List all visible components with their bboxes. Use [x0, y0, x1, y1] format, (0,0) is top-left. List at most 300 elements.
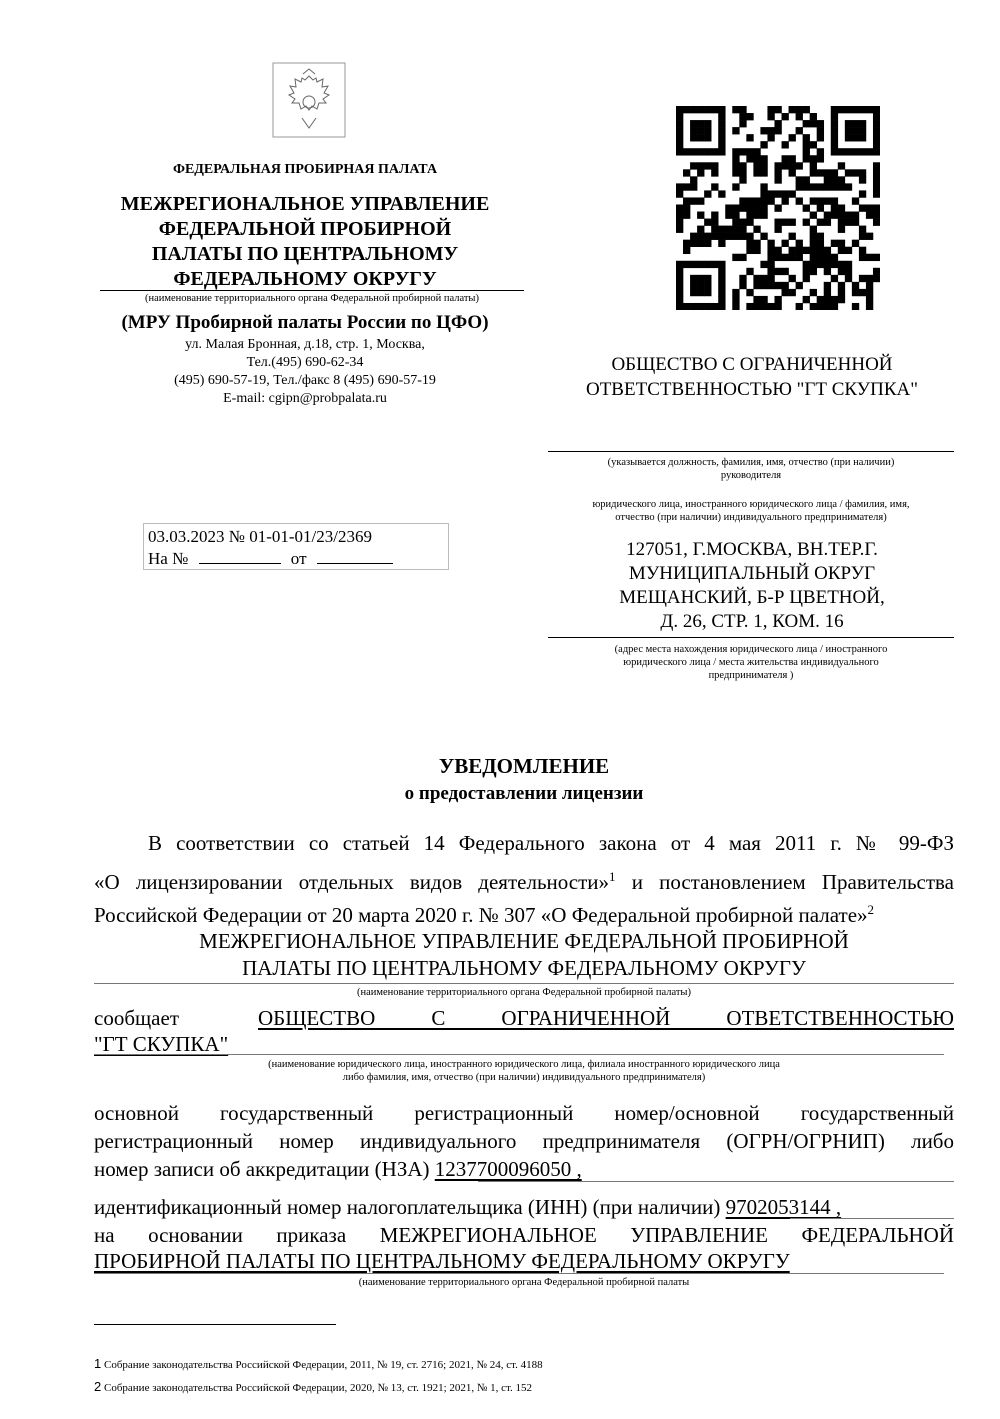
qr-module	[831, 148, 838, 155]
qr-module	[753, 204, 760, 211]
qr-module	[732, 254, 739, 261]
qr-module	[767, 197, 774, 204]
qr-module	[824, 303, 831, 310]
qr-module	[852, 148, 859, 155]
qr-module	[704, 233, 711, 240]
qr-module	[746, 212, 753, 219]
qr-module	[683, 212, 690, 219]
qr-module	[803, 204, 810, 211]
qr-module	[767, 190, 774, 197]
recipient-caption-head	[548, 456, 954, 482]
qr-module	[704, 127, 711, 134]
qr-module	[739, 176, 746, 183]
ogrn-label: номер записи об аккредитации (НЗА)	[94, 1157, 435, 1181]
qr-module	[704, 190, 711, 197]
paragraph-text: и постановлением Правительства	[615, 870, 954, 894]
qr-module	[810, 169, 817, 176]
qr-module	[697, 226, 704, 233]
sender-address	[100, 336, 510, 408]
qr-module	[873, 204, 880, 211]
qr-module	[676, 148, 683, 155]
qr-module	[774, 303, 781, 310]
qr-module	[774, 190, 781, 197]
qr-module	[676, 303, 683, 310]
qr-module	[718, 282, 725, 289]
qr-module	[760, 127, 767, 134]
qr-module	[725, 233, 732, 240]
qr-module	[711, 233, 718, 240]
footnote-number: 2	[94, 1379, 102, 1394]
qr-module	[789, 289, 796, 296]
registration-number: 03.03.2023 № 01-01-01/23/2369	[148, 527, 372, 546]
qr-module	[690, 289, 697, 296]
caption-line: либо фамилия, имя, отчество (при наличии) индивидуального предпринимателя)	[342, 1072, 706, 1083]
qr-module	[803, 155, 810, 162]
qr-module	[782, 219, 789, 226]
qr-module	[746, 134, 753, 141]
qr-module	[704, 289, 711, 296]
qr-module	[873, 113, 880, 120]
qr-module	[732, 296, 739, 303]
qr-module	[718, 127, 725, 134]
qr-module	[704, 134, 711, 141]
qr-module	[697, 233, 704, 240]
qr-module	[690, 197, 697, 204]
qr-module	[845, 219, 852, 226]
parent-org: ФЕДЕРАЛЬНАЯ ПРОБИРНАЯ ПАЛАТА	[172, 162, 438, 177]
qr-module	[873, 148, 880, 155]
qr-module	[711, 169, 718, 176]
qr-module	[831, 169, 838, 176]
qr-module	[718, 113, 725, 120]
qr-module	[824, 268, 831, 275]
qr-module	[824, 282, 831, 289]
qr-module	[852, 134, 859, 141]
qr-module	[789, 134, 796, 141]
ogrn-line	[94, 1154, 954, 1184]
qr-module	[796, 254, 803, 261]
qr-module	[866, 282, 873, 289]
qr-module	[859, 120, 866, 127]
qr-module	[782, 282, 789, 289]
qr-module	[753, 303, 760, 310]
qr-module	[718, 148, 725, 155]
qr-module	[831, 197, 838, 204]
qr-module	[718, 289, 725, 296]
qr-module	[753, 275, 760, 282]
qr-module	[767, 254, 774, 261]
qr-module	[704, 282, 711, 289]
qr-module	[838, 212, 845, 219]
qr-module	[760, 282, 767, 289]
qr-module	[838, 282, 845, 289]
qr-module	[782, 190, 789, 197]
qr-module	[704, 148, 711, 155]
qr-module	[824, 212, 831, 219]
qr-module	[782, 254, 789, 261]
qr-module	[852, 282, 859, 289]
footnote-mark: 1	[609, 869, 616, 884]
qr-module	[760, 197, 767, 204]
sender-org-name	[100, 192, 510, 292]
qr-module	[732, 212, 739, 219]
qr-module	[789, 219, 796, 226]
qr-module	[817, 148, 824, 155]
qr-module	[676, 296, 683, 303]
qr-module	[824, 183, 831, 190]
qr-module	[739, 106, 746, 113]
qr-module	[711, 219, 718, 226]
qr-module	[774, 127, 781, 134]
qr-module	[845, 127, 852, 134]
qr-module	[873, 106, 880, 113]
qr-module	[845, 106, 852, 113]
qr-module	[711, 226, 718, 233]
qr-module	[690, 127, 697, 134]
ogrn-value: 1237700096050 ,	[434, 1157, 582, 1181]
qr-module	[774, 268, 781, 275]
qr-module	[782, 268, 789, 275]
qr-module	[739, 282, 746, 289]
qr-module	[760, 141, 767, 148]
qr-module	[690, 303, 697, 310]
qr-module	[683, 204, 690, 211]
qr-module	[845, 212, 852, 219]
qr-module	[838, 106, 845, 113]
qr-module	[711, 212, 718, 219]
qr-module	[817, 254, 824, 261]
qr-module	[831, 261, 838, 268]
qr-module	[767, 127, 774, 134]
qr-module	[852, 127, 859, 134]
qr-module	[838, 162, 845, 169]
qr-module	[817, 134, 824, 141]
qr-module	[796, 176, 803, 183]
qr-module	[789, 233, 796, 240]
qr-module	[760, 190, 767, 197]
ogrn-line: регистрационный номер индивидуального предпринимателя (ОГРН/ОГРНИП) либо	[94, 1129, 954, 1153]
qr-module	[739, 148, 746, 155]
qr-module	[789, 169, 796, 176]
qr-module	[831, 127, 838, 134]
qr-module	[732, 183, 739, 190]
qr-module	[803, 120, 810, 127]
qr-module	[739, 120, 746, 127]
qr-module	[760, 275, 767, 282]
qr-module	[683, 183, 690, 190]
qr-module	[753, 296, 760, 303]
qr-module	[852, 240, 859, 247]
qr-module	[817, 233, 824, 240]
qr-module	[697, 134, 704, 141]
qr-module	[803, 106, 810, 113]
qr-module	[753, 169, 760, 176]
qr-module	[852, 169, 859, 176]
qr-module	[866, 275, 873, 282]
qr-module	[767, 261, 774, 268]
sender-org-line: ФЕДЕРАЛЬНОЙ ПРОБИРНОЙ	[158, 218, 452, 240]
qr-module	[852, 289, 859, 296]
qr-module	[704, 240, 711, 247]
qr-module	[866, 106, 873, 113]
qr-module	[838, 268, 845, 275]
qr-module	[824, 296, 831, 303]
qr-module	[760, 169, 767, 176]
qr-module	[817, 240, 824, 247]
qr-module	[810, 183, 817, 190]
qr-module	[817, 261, 824, 268]
qr-module	[697, 261, 704, 268]
qr-module	[760, 183, 767, 190]
qr-module	[866, 289, 873, 296]
qr-module	[746, 148, 753, 155]
qr-module	[859, 247, 866, 254]
qr-module	[782, 197, 789, 204]
qr-module	[824, 176, 831, 183]
qr-module	[739, 162, 746, 169]
caption-line: отчество (при наличии) индивидуального предпринимателя)	[615, 512, 887, 523]
qr-module	[697, 106, 704, 113]
qr-module	[697, 303, 704, 310]
qr-module	[746, 197, 753, 204]
qr-module	[746, 113, 753, 120]
qr-module	[845, 275, 852, 282]
qr-module	[711, 106, 718, 113]
qr-module	[838, 296, 845, 303]
qr-module	[796, 247, 803, 254]
qr-module	[810, 303, 817, 310]
caption-line: предпринимателя )	[708, 670, 794, 681]
coat-of-arms-emblem	[272, 62, 346, 138]
qr-module	[690, 162, 697, 169]
qr-module	[810, 162, 817, 169]
qr-module	[732, 148, 739, 155]
footnote-text: Собрание законодательства Российской Федерации, 2020, № 13, ст. 1921; 2021, № 1, ст. 152	[103, 1382, 532, 1394]
qr-module	[753, 197, 760, 204]
qr-module	[739, 113, 746, 120]
qr-module	[739, 197, 746, 204]
qr-module	[873, 134, 880, 141]
qr-module	[732, 127, 739, 134]
qr-module	[753, 148, 760, 155]
order-line2: ПРОБИРНОЙ ПАЛАТЫ ПО ЦЕНТРАЛЬНОМУ ФЕДЕРАЛЬНОМУ ОКРУГУ	[94, 1249, 790, 1273]
qr-module	[718, 120, 725, 127]
qr-module	[859, 127, 866, 134]
qr-module	[718, 268, 725, 275]
qr-module	[824, 169, 831, 176]
qr-module	[753, 155, 760, 162]
qr-module	[676, 275, 683, 282]
qr-module	[824, 197, 831, 204]
qr-module	[831, 212, 838, 219]
qr-module	[739, 254, 746, 261]
reply-to-line	[148, 548, 444, 570]
qr-module	[845, 247, 852, 254]
qr-module	[746, 204, 753, 211]
qr-module	[683, 261, 690, 268]
qr-module	[676, 268, 683, 275]
qr-module	[866, 303, 873, 310]
qr-module	[697, 169, 704, 176]
sender-address-line: ул. Малая Бронная, д.18, стр. 1, Москва,	[185, 337, 425, 352]
qr-module	[831, 134, 838, 141]
qr-code	[676, 106, 880, 310]
qr-module	[718, 296, 725, 303]
qr-module	[796, 162, 803, 169]
qr-module	[810, 113, 817, 120]
qr-module	[732, 226, 739, 233]
qr-module	[866, 254, 873, 261]
qr-module	[803, 261, 810, 268]
qr-module	[873, 190, 880, 197]
qr-module	[732, 106, 739, 113]
caption-line: (указывается должность, фамилия, имя, отчество (при наличии)	[607, 457, 895, 468]
qr-module	[859, 148, 866, 155]
qr-module	[774, 254, 781, 261]
qr-module	[838, 289, 845, 296]
qr-module	[838, 219, 845, 226]
qr-module	[774, 282, 781, 289]
qr-module	[690, 275, 697, 282]
qr-module	[782, 240, 789, 247]
recipient-address-line: Д. 26, СТР. 1, КОМ. 16	[660, 611, 844, 632]
qr-module	[676, 134, 683, 141]
qr-module	[873, 183, 880, 190]
notice-org-name	[94, 928, 954, 982]
qr-module	[845, 183, 852, 190]
qr-module	[831, 120, 838, 127]
qr-module	[810, 141, 817, 148]
qr-module	[739, 233, 746, 240]
qr-module	[817, 204, 824, 211]
qr-module	[697, 148, 704, 155]
qr-module	[810, 247, 817, 254]
qr-module	[831, 204, 838, 211]
qr-module	[746, 240, 753, 247]
recipient-address-line: 127051, Г.МОСКВА, ВН.ТЕР.Г.	[626, 539, 878, 560]
qr-module	[824, 254, 831, 261]
qr-module	[789, 275, 796, 282]
qr-module	[873, 141, 880, 148]
qr-module	[810, 289, 817, 296]
qr-module	[873, 127, 880, 134]
qr-module	[803, 219, 810, 226]
qr-module	[767, 303, 774, 310]
qr-module	[676, 219, 683, 226]
qr-module	[718, 141, 725, 148]
qr-module	[873, 219, 880, 226]
qr-module	[676, 261, 683, 268]
qr-module	[774, 120, 781, 127]
qr-module	[796, 303, 803, 310]
qr-module	[690, 176, 697, 183]
qr-module	[767, 106, 774, 113]
qr-module	[739, 204, 746, 211]
inn-label: идентификационный номер налогоплательщика (ИНН) (при наличии)	[94, 1195, 726, 1219]
inn-value: 9702053144 ,	[725, 1195, 842, 1219]
qr-module	[697, 120, 704, 127]
qr-module	[852, 303, 859, 310]
qr-module	[782, 113, 789, 120]
qr-module	[739, 219, 746, 226]
qr-module	[732, 303, 739, 310]
qr-module	[732, 204, 739, 211]
reply-from-label: от	[290, 549, 307, 568]
qr-module	[789, 106, 796, 113]
qr-module	[732, 233, 739, 240]
qr-module	[739, 169, 746, 176]
qr-module	[753, 226, 760, 233]
informs-word: сообщает	[94, 1006, 179, 1030]
qr-module	[803, 275, 810, 282]
qr-module	[739, 275, 746, 282]
qr-module	[845, 148, 852, 155]
caption-line: юридического лица, иностранного юридического лица / фамилия, имя,	[592, 499, 910, 510]
qr-module	[690, 233, 697, 240]
qr-module	[789, 155, 796, 162]
paragraph-text: Российской Федерации от 20 марта 2020 г. № 307 «О Федеральной пробирной палате»	[94, 903, 868, 927]
qr-module	[838, 204, 845, 211]
qr-module	[767, 240, 774, 247]
qr-module	[803, 268, 810, 275]
recipient-address-line: МУНИЦИПАЛЬНЫЙ ОКРУГ	[628, 563, 876, 584]
qr-module	[831, 176, 838, 183]
qr-module	[690, 106, 697, 113]
qr-module	[845, 120, 852, 127]
qr-module	[831, 240, 838, 247]
qr-module	[803, 183, 810, 190]
caption-line: (адрес места нахождения юридического лица / иностранного	[614, 644, 888, 655]
qr-module	[746, 247, 753, 254]
qr-module	[725, 212, 732, 219]
qr-module	[753, 247, 760, 254]
qr-module	[711, 303, 718, 310]
qr-module	[697, 197, 704, 204]
qr-module	[817, 247, 824, 254]
qr-module	[690, 183, 697, 190]
qr-module	[789, 254, 796, 261]
qr-module	[845, 134, 852, 141]
qr-module	[852, 212, 859, 219]
company-caption	[94, 1058, 954, 1084]
qr-module	[676, 183, 683, 190]
qr-module	[824, 219, 831, 226]
sender-org-line: ФЕДЕРАЛЬНОМУ ОКРУГУ	[173, 268, 437, 290]
qr-module	[683, 197, 690, 204]
qr-module	[873, 212, 880, 219]
qr-module	[697, 275, 704, 282]
qr-module	[767, 282, 774, 289]
qr-module	[789, 162, 796, 169]
qr-module	[704, 275, 711, 282]
qr-module	[676, 282, 683, 289]
qr-module	[810, 268, 817, 275]
qr-module	[774, 204, 781, 211]
qr-module	[845, 268, 852, 275]
qr-module	[859, 106, 866, 113]
qr-module	[859, 289, 866, 296]
qr-module	[704, 303, 711, 310]
qr-module	[746, 233, 753, 240]
qr-module	[831, 183, 838, 190]
qr-module	[690, 240, 697, 247]
qr-module	[711, 148, 718, 155]
footnote-mark: 2	[867, 902, 875, 917]
qr-module	[873, 162, 880, 169]
qr-module	[760, 261, 767, 268]
recipient-name-line: ОТВЕТСТВЕННОСТЬЮ "ГТ СКУПКА"	[585, 379, 919, 400]
sender-short-name: (МРУ Пробирной палаты России по ЦФО)	[121, 312, 489, 333]
